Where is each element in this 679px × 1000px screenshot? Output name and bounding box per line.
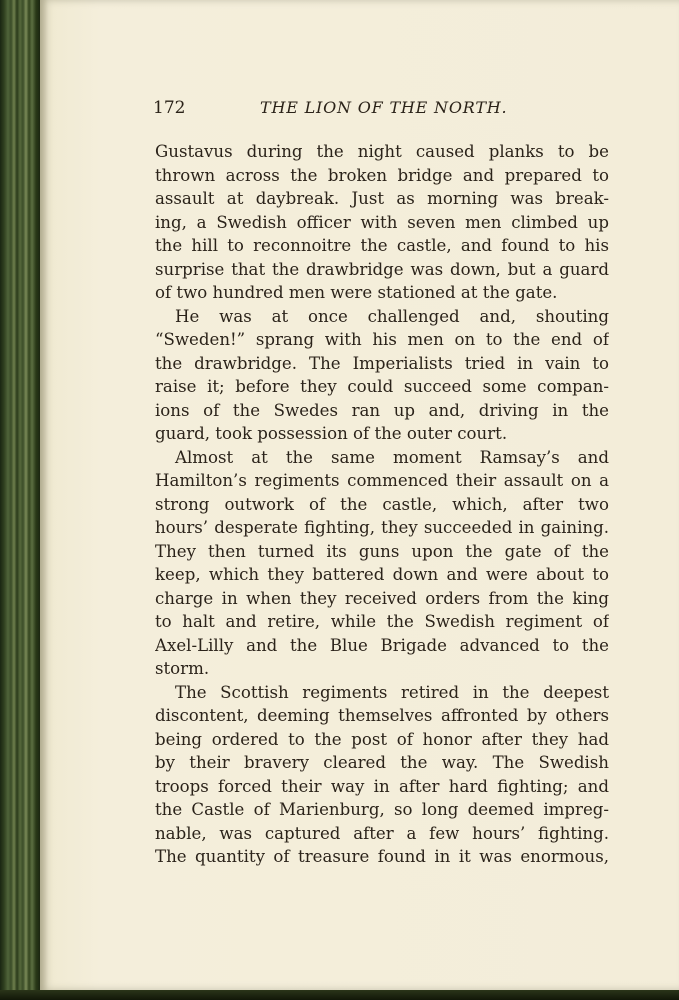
text-line: strong outwork of the castle, which, after two [155,494,609,514]
text-line: troops forced their way in after hard fighting; and [155,776,609,796]
text-line: hours’ desperate fighting, they succeeded in gaining. [155,518,609,537]
text-line: Axel-Lilly and the Blue Brigade advanced to the [155,635,609,655]
text-line: assault at daybreak. Just as morning was break- [155,189,609,208]
text-line: charge in when they received orders from the king [155,588,609,608]
text-line: the drawbridge. The Imperialists tried in vain to [155,353,609,373]
text-line: ing, a Swedish officer with seven men climbed up [155,212,609,232]
text-line: Gustavus during the night caused planks to be [155,142,609,161]
text-line: “Sweden!” sprang with his men on to the end of [155,330,609,349]
book-binding [0,0,40,1000]
text-line: the Castle of Marienburg, so long deemed impreg- [155,800,609,819]
text-line: thrown across the broken bridge and prepared to [155,165,609,185]
text-line: discontent, deeming themselves affronted by others [155,706,609,725]
text-line: storm. [155,659,210,678]
running-title: THE LION OF THE NORTH. [260,98,508,117]
text-line: He was at once challenged and, shouting [175,306,609,326]
page-bottom-edge [0,990,679,1000]
text-line: the hill to reconnoitre the castle, and found to his [155,236,609,255]
text-line: guard, took possession of the outer court. [155,424,508,443]
text-line: being ordered to the post of honor after they had [155,729,609,749]
text-line: The quantity of treasure found in it was enormous, [155,847,609,866]
text-line: by their bravery cleared the way. The Swedish [155,753,609,772]
text-line: of two hundred men were stationed at the gate. [155,283,558,302]
body-text [155,140,609,869]
text-line: to halt and retire, while the Swedish regiment of [155,612,609,631]
text-line: surprise that the drawbridge was down, but a guard [155,259,609,279]
text-line: They then turned its guns upon the gate of the [155,541,609,561]
text-line: Hamilton’s regiments commenced their assault on a [155,471,609,490]
running-head [153,98,613,122]
text-line: The Scottish regiments retired in the deepest [175,682,609,702]
page-number: 172 [153,98,186,118]
text-line: Almost at the same moment Ramsay’s and [175,447,609,467]
text-line: raise it; before they could succeed some compan- [155,377,609,396]
text-line: keep, which they battered down and were about to [155,565,609,584]
text-line: nable, was captured after a few hours’ fighting. [155,823,609,843]
text-line: ions of the Swedes ran up and, driving in the [155,400,609,420]
